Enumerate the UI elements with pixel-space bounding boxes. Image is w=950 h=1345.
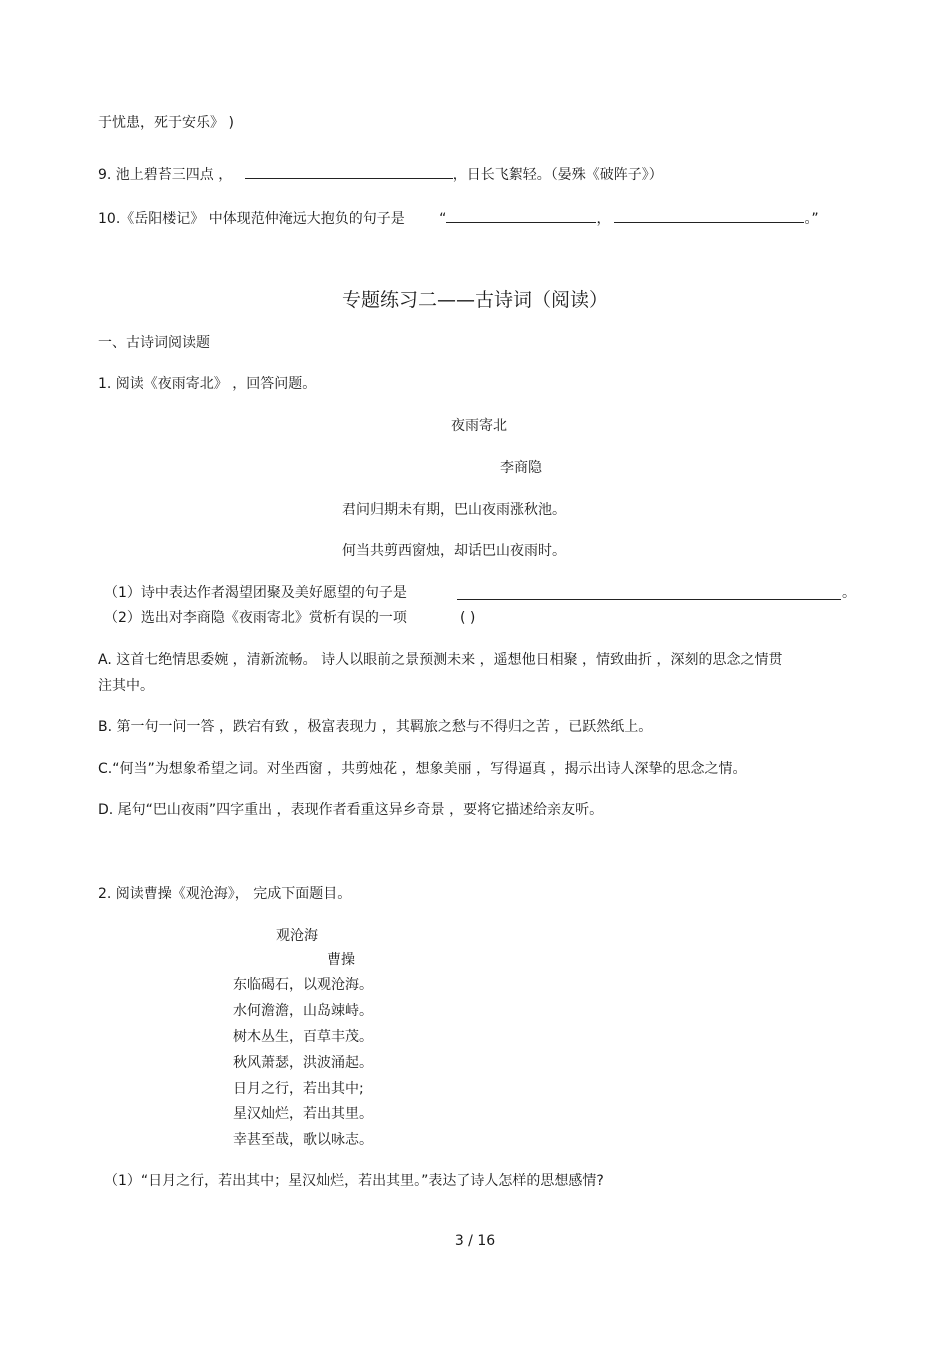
q2-poem-title: 观沧海	[276, 928, 318, 944]
q10-comma: ，	[596, 211, 611, 227]
q2-poem-line-5: 日月之行，若出其中;	[233, 1081, 364, 1097]
q1-sub1-period: 。	[842, 585, 856, 601]
question-10	[98, 208, 819, 229]
option-a-line-2: 注其中。	[98, 678, 154, 694]
option-a-line-1: A. 这首七绝情思委婉 ，清新流畅。 诗人以眼前之景预测未来 ，遥想他日相聚 ，情致曲折 ，深刻的思念之情贯	[98, 652, 783, 668]
q2-poem-line-1: 东临碣石，以观沧海。	[233, 977, 373, 993]
q2-prompt: 2. 阅读曹操《观沧海》， 完成下面题目。	[98, 886, 352, 902]
q1-sub2-answer-paren[interactable]: ( )	[460, 610, 476, 626]
q1-sub-question-1	[104, 583, 407, 603]
continued-line: 于忧患，死于安乐》 )	[98, 115, 234, 131]
section-title: 专题练习二——古诗词（阅读）	[341, 289, 608, 311]
q2-sub-question-1: （1）“日月之行，若出其中；星汉灿烂，若出其里。”表达了诗人怎样的思想感情?	[104, 1173, 604, 1189]
q1-poem-line-2: 何当共剪西窗烛，却话巴山夜雨时。	[342, 543, 566, 559]
q2-poem-line-2: 水何澹澹，山岛竦峙。	[233, 1003, 373, 1019]
q10-answer-blank-2[interactable]	[614, 208, 804, 223]
page-number: 3 / 16	[454, 1233, 496, 1249]
q1-poem-title: 夜雨寄北	[451, 418, 507, 434]
q10-answer-blank-1[interactable]	[446, 208, 596, 223]
q1-poem-author: 李商隐	[500, 460, 542, 476]
q1-poem-line-1: 君问归期未有期，巴山夜雨涨秋池。	[342, 502, 566, 518]
q1-prompt: 1. 阅读《夜雨寄北》 ，回答问题。	[98, 376, 317, 392]
option-d: D. 尾句“巴山夜雨”四字重出 ，表现作者看重这异乡奇景 ，要将它描述给亲友听。	[98, 802, 604, 818]
q2-poem-line-3: 树木丛生，百草丰茂。	[233, 1029, 373, 1045]
q9-text-start: 9. 池上碧苔三四点 ，	[98, 167, 233, 183]
question-9	[98, 164, 663, 185]
q1-sub1-answer-blank[interactable]	[457, 585, 841, 600]
q9-answer-blank[interactable]	[245, 164, 453, 179]
option-c: C.“何当”为想象希望之词。对坐西窗 ，共剪烛花 ，想象美丽 ，写得逼真 ，揭示出诗人深挚的思念之情。	[98, 761, 747, 777]
section-heading: 一、古诗词阅读题	[98, 335, 210, 351]
q2-poem-line-6: 星汉灿烂，若出其里。	[233, 1106, 373, 1122]
q2-poem-line-7: 幸甚至哉，歌以咏志。	[233, 1132, 373, 1148]
q2-poem-author: 曹操	[327, 952, 355, 968]
q9-text-end: ，日长飞絮轻。（晏殊《破阵子》）	[452, 167, 663, 183]
q2-poem-line-4: 秋风萧瑟，洪波涌起。	[233, 1055, 373, 1071]
q10-text: 10.《岳阳楼记》 中体现范仲淹远大抱负的句子是	[98, 211, 405, 227]
q10-close-quote: 。”	[804, 211, 819, 227]
q1-sub1-text: （1）诗中表达作者渴望团聚及美好愿望的句子是	[104, 585, 407, 601]
option-b: B. 第一句一问一答 ，跌宕有致 ，极富表现力 ，其羁旅之愁与不得归之苦 ，已跃然纸上。	[98, 719, 653, 735]
q1-sub-question-2: （2）选出对李商隐《夜雨寄北》赏析有误的一项	[104, 610, 407, 626]
q10-open-quote: “	[439, 211, 447, 227]
